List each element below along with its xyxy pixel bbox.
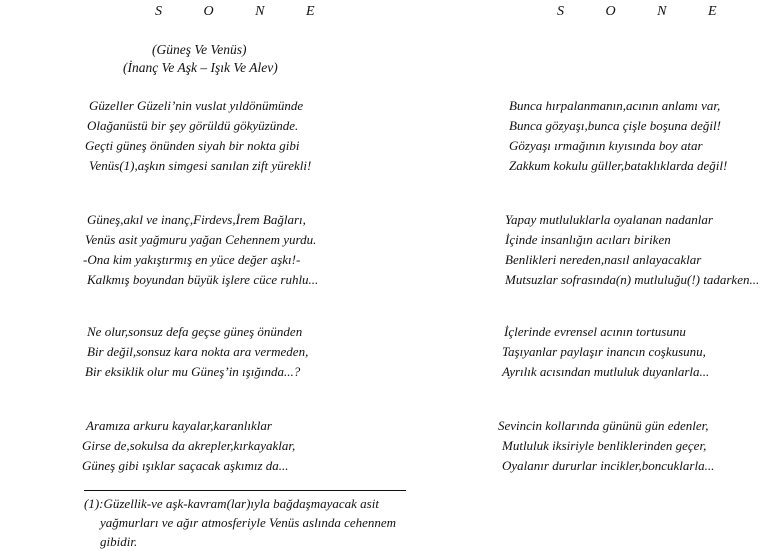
poem-line: Kalkmış boyundan büyük işlere cüce ruhlu... — [87, 272, 319, 287]
footnote-line: gibidir. — [100, 534, 138, 549]
right-stanza-3 — [502, 322, 709, 382]
footnote — [84, 494, 414, 551]
right-title: S O N E — [557, 4, 736, 19]
right-stanza-1 — [507, 96, 727, 176]
poem-line: Oyalanır dururlar incikler,boncuklarla... — [502, 458, 715, 473]
right-stanza-4 — [498, 416, 714, 476]
footnote-divider — [84, 490, 406, 491]
poem-line: Ayrılık acısından mutluluk duyanlarla... — [502, 364, 710, 379]
left-subtitle-2: (İnanç Ve Aşk – Işık Ve Alev) — [123, 60, 278, 75]
poem-line: Girse de,sokulsa da akrepler,kırkayaklar, — [82, 438, 296, 453]
left-stanza-4 — [82, 416, 295, 476]
left-stanza-3 — [83, 322, 308, 382]
left-subtitle-1: (Güneş Ve Venüs) — [152, 42, 247, 57]
poem-line: Venüs(1),aşkın simgesi sanılan zift yürekli! — [89, 158, 312, 173]
poem-line: Mutsuzlar sofrasında(n) mutluluğu(!) tadarken... — [505, 272, 760, 287]
poem-line: Güneş,akıl ve inanç,Firdevs,İrem Bağları, — [87, 212, 306, 227]
poem-line: -Ona kim yakıştırmış en yüce değer aşkı!- — [83, 252, 301, 267]
poem-line: Benlikleri nereden,nasıl anlayacaklar — [505, 252, 702, 267]
footnote-line: (1):Güzellik-ve aşk-kavram(lar)ıyla bağdaşmayacak asit — [84, 496, 379, 511]
poem-line: Gözyaşı ırmağının kıyısında boy atar — [509, 138, 703, 153]
poem-line: Bunca gözyaşı,bunca çişle boşuna değil! — [509, 118, 721, 133]
poem-line: Bunca hırpalanmanın,acının anlamı var, — [509, 98, 721, 113]
footnote-line: yağmurları ve ağır atmosferiyle Venüs aslında cehennem — [100, 515, 397, 530]
poem-line: Yapay mutluluklarla oyalanan nadanlar — [505, 212, 713, 227]
poem-line: Zakkum kokulu güller,bataklıklarda değil! — [509, 158, 728, 173]
poem-line: İçlerinde evrensel acının tortusunu — [504, 324, 686, 339]
left-stanza-1 — [85, 96, 311, 176]
poem-line: İçinde insanlığın acıları biriken — [505, 232, 671, 247]
poem-line: Güneş gibi ışıklar saçacak aşkımız da... — [82, 458, 289, 473]
poem-line: Sevincin kollarında gününü gün edenler, — [498, 418, 709, 433]
poem-line: Taşıyanlar paylaşır inancın coşkusunu, — [502, 344, 706, 359]
poem-line: Güzeller Güzeli’nin vuslat yıldönümünde — [89, 98, 304, 113]
poem-line: Mutluluk iksiriyle benliklerinden geçer, — [502, 438, 707, 453]
poem-line: Bir değil,sonsuz kara nokta ara vermeden, — [87, 344, 309, 359]
poem-line: Venüs asit yağmuru yağan Cehennem yurdu. — [85, 232, 317, 247]
poem-line: Olağanüstü bir şey görüldü gökyüzünde. — [87, 118, 299, 133]
right-stanza-2 — [503, 210, 759, 290]
left-title: S O N E — [155, 4, 334, 19]
poem-line: Bir eksiklik olur mu Güneş’in ışığında...? — [85, 364, 301, 379]
left-stanza-2 — [83, 210, 318, 290]
poem-line: Ne olur,sonsuz defa geçse güneş önünden — [87, 324, 303, 339]
poem-line: Geçti güneş önünden siyah bir nokta gibi — [85, 138, 300, 153]
poem-line: Aramıza arkuru kayalar,karanlıklar — [86, 418, 272, 433]
